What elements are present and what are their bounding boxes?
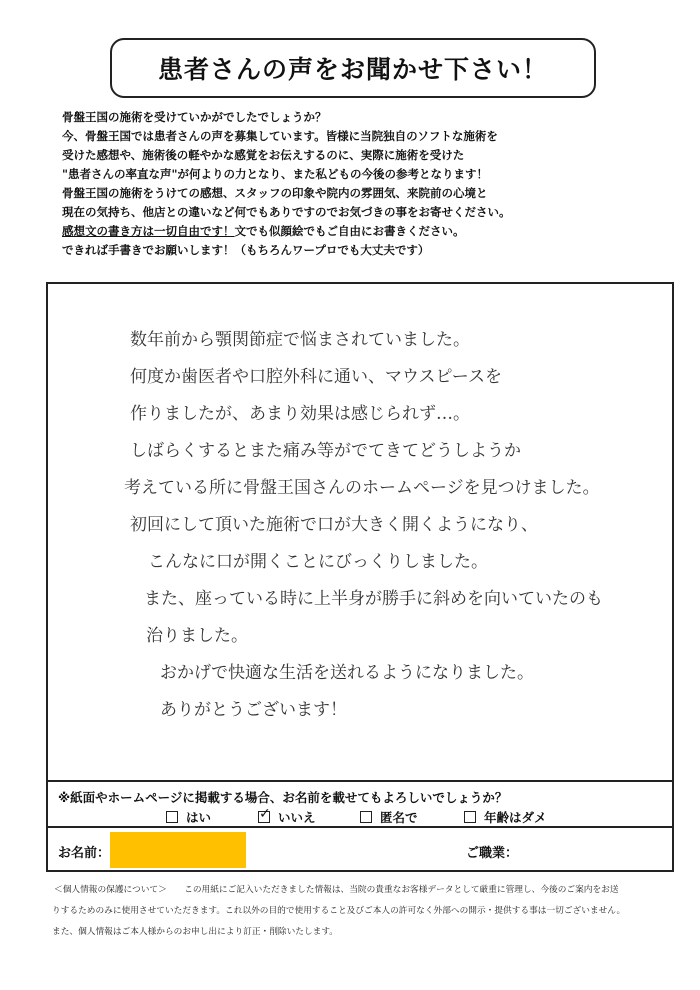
option-yes[interactable] [166, 808, 258, 826]
option-label: 年齢はダメ [484, 810, 547, 825]
name-field-redacted[interactable] [110, 832, 246, 868]
message-line: こんなに口が開くことにびっくりしました。 [148, 552, 488, 572]
handwritten-message [124, 322, 670, 729]
checkbox-no-age[interactable] [464, 811, 476, 823]
checkbox-no[interactable] [258, 811, 270, 823]
checkbox-yes[interactable] [166, 811, 178, 823]
privacy-line: りするためのみに使用させていただきます。これ以外の目的で使用すること及びご本人の許可なく外部への開示・提供する事は一切ございません。 [52, 906, 626, 916]
page-title: 患者さんの声をお聞かせ下さい！ [157, 55, 548, 84]
name-label: お名前： [58, 846, 111, 861]
intro-line: 現在の気持ち、他店との違いなど何でもありですのでお気づきの事をお寄せください。 [62, 205, 511, 219]
privacy-notice [52, 880, 692, 943]
intro-emphasis: 感想文の書き方は一切自由です！ [62, 224, 235, 238]
title-box [110, 38, 596, 98]
option-label: はい [186, 810, 212, 825]
option-label: いいえ [278, 810, 316, 825]
intro-text [62, 108, 662, 260]
option-label: 匿名で [380, 810, 418, 825]
privacy-line: ＜個人情報の保護について＞ この用紙にご記入いただきました情報は、当院の貴重なお客様データとして厳重に管理し、今後のご案内をお送 [54, 885, 619, 895]
intro-line [62, 222, 662, 241]
intro-line: 受けた感想や、施術後の軽やかな感覚をお伝えするのに、実際に施術を受けた [62, 148, 465, 162]
message-line: ありがとうございます！ [160, 700, 347, 720]
option-anonymous[interactable] [360, 808, 464, 826]
message-line: また、座っている時に上半身が勝手に斜めを向いていたのも [144, 589, 603, 609]
checkbox-anonymous[interactable] [360, 811, 372, 823]
message-line: 考えている所に骨盤王国さんのホームページを見つけました。 [124, 478, 600, 498]
message-line: 治りました。 [146, 626, 248, 646]
intro-line: できれば手書きでお願いします！（もちろんワープロでも大丈夫です） [62, 243, 430, 257]
message-line: 何度か歯医者や口腔外科に通い、マウスピースを [130, 367, 502, 387]
consent-question: ※紙面やホームページに掲載する場合、お名前を載せてもよろしいでしょうか？ [58, 790, 508, 805]
intro-line-rest: 文でも似顔絵でもご自由にお書きください。 [234, 224, 465, 238]
consent-options [166, 808, 547, 826]
message-line: おかげで快適な生活を送れるようになりました。 [160, 663, 534, 683]
consent-row [48, 780, 672, 828]
intro-line: "患者さんの率直な声"が何よりの力となり、また私どもの今後の参考となります！ [62, 167, 488, 181]
option-no[interactable] [258, 808, 360, 826]
message-line: しばらくするとまた痛み等がでてきてどうしようか [130, 441, 521, 461]
option-no-age[interactable] [464, 808, 547, 826]
name-row [48, 828, 672, 872]
message-line: 数年前から顎関節症で悩まされていました。 [130, 330, 470, 350]
privacy-line: また、個人情報はご本人様からのお申し出により訂正・削除いたします。 [52, 927, 338, 937]
intro-line: 今、骨盤王国では患者さんの声を募集しています。皆様に当院独自のソフトな施術を [62, 129, 498, 143]
job-label: ご職業： [466, 846, 519, 861]
intro-line: 骨盤王国の施術を受けていかがでしたでしょうか？ [62, 110, 327, 124]
message-line: 作りましたが、あまり効果は感じられず…。 [130, 404, 470, 424]
message-line: 初回にして頂いた施術で口が大きく開くようになり、 [130, 515, 538, 535]
intro-line: 骨盤王国の施術をうけての感想、スタッフの印象や院内の雰囲気、来院前の心境と [62, 186, 488, 200]
